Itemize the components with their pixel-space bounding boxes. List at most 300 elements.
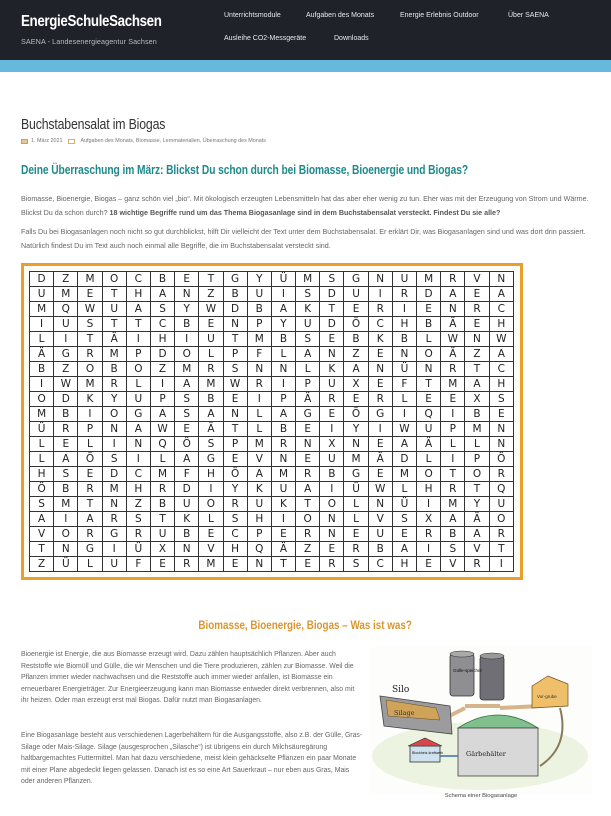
grid-cell: Ö (30, 482, 54, 497)
grid-cell: M (344, 452, 368, 467)
grid-cell: Ü (344, 482, 368, 497)
grid-cell: F (247, 347, 271, 362)
grid-cell: M (150, 467, 174, 482)
grid-cell: N (247, 557, 271, 572)
grid-cell: Q (489, 482, 513, 497)
grid-cell: O (30, 392, 54, 407)
accent-band (0, 60, 611, 72)
grid-cell: R (417, 527, 441, 542)
grid-cell: O (417, 467, 441, 482)
grid-cell: E (54, 437, 78, 452)
grid-cell: E (417, 302, 441, 317)
grid-cell: Ä (296, 392, 320, 407)
grid-cell: O (102, 272, 126, 287)
grid-cell: U (489, 497, 513, 512)
grid-cell: S (126, 512, 150, 527)
grid-cell: O (78, 362, 102, 377)
grid-cell: H (223, 542, 247, 557)
grid-cell: N (223, 407, 247, 422)
grid-cell: U (368, 527, 392, 542)
grid-cell: G (78, 542, 102, 557)
grid-cell: W (78, 302, 102, 317)
grid-cell: R (489, 527, 513, 542)
grid-cell: U (247, 287, 271, 302)
grid-cell: H (126, 287, 150, 302)
grid-cell: R (368, 302, 392, 317)
grid-cell: Ö (489, 452, 513, 467)
grid-cell: X (465, 392, 489, 407)
grid-cell: C (150, 317, 174, 332)
grid-cell: P (465, 452, 489, 467)
grid-cell: N (247, 362, 271, 377)
grid-cell: E (489, 407, 513, 422)
grid-cell: I (78, 407, 102, 422)
grid-cell: R (223, 497, 247, 512)
grid-cell: E (78, 287, 102, 302)
grid-cell: M (441, 377, 465, 392)
nav-item-unterrichtsmodule[interactable]: Unterrichtsmodule (224, 12, 281, 19)
grid-cell: R (441, 272, 465, 287)
grid-cell: T (320, 302, 344, 317)
grid-cell: R (489, 467, 513, 482)
grid-cell: E (271, 527, 295, 542)
grid-cell: S (175, 407, 199, 422)
grid-cell: V (465, 272, 489, 287)
grid-cell: T (78, 332, 102, 347)
grid-cell: N (344, 437, 368, 452)
grid-cell: B (271, 332, 295, 347)
grid-cell: U (271, 482, 295, 497)
grid-cell: D (320, 317, 344, 332)
post-date[interactable]: 1. März 2021 (31, 138, 63, 144)
grid-cell: A (465, 527, 489, 542)
grid-cell: E (175, 272, 199, 287)
grid-cell: A (150, 407, 174, 422)
grid-cell: R (320, 392, 344, 407)
grid-cell: Y (175, 302, 199, 317)
grid-cell: K (78, 392, 102, 407)
grid-cell: M (175, 362, 199, 377)
grid-cell: H (489, 317, 513, 332)
grid-cell: L (199, 347, 223, 362)
grid-cell: Ö (344, 407, 368, 422)
grid-cell: B (344, 332, 368, 347)
grid-cell: C (368, 557, 392, 572)
grid-cell: H (126, 482, 150, 497)
word-search-grid (29, 271, 514, 572)
grid-row (30, 317, 514, 332)
grid-cell: W (392, 422, 416, 437)
site-logo-title[interactable]: EnergieSchuleSachsen (21, 13, 162, 30)
grid-cell: H (247, 512, 271, 527)
grid-cell: M (441, 497, 465, 512)
grid-cell: M (54, 497, 78, 512)
grid-cell: G (344, 467, 368, 482)
grid-cell: X (344, 377, 368, 392)
grid-cell: C (126, 272, 150, 287)
grid-cell: R (465, 557, 489, 572)
grid-cell: B (175, 527, 199, 542)
grid-cell: K (271, 497, 295, 512)
grid-cell: A (392, 542, 416, 557)
grid-cell: E (368, 467, 392, 482)
grid-cell: N (368, 272, 392, 287)
grid-cell: B (150, 272, 174, 287)
grid-cell: B (223, 287, 247, 302)
grid-cell: T (150, 512, 174, 527)
grid-cell: P (247, 317, 271, 332)
grid-row (30, 377, 514, 392)
grid-cell: I (54, 512, 78, 527)
grid-cell: I (30, 317, 54, 332)
grid-cell: P (441, 422, 465, 437)
grid-cell: A (489, 287, 513, 302)
grid-cell: A (489, 347, 513, 362)
grid-cell: T (223, 332, 247, 347)
figure-caption: Schema einer Biogasanlage (444, 793, 518, 799)
grid-cell: A (126, 302, 150, 317)
grid-cell: M (417, 272, 441, 287)
grid-cell: Ä (30, 347, 54, 362)
grid-cell: L (247, 422, 271, 437)
grid-cell: A (392, 437, 416, 452)
grid-cell: E (392, 527, 416, 542)
grid-cell: N (489, 422, 513, 437)
grid-cell: E (368, 437, 392, 452)
grid-cell: B (392, 332, 416, 347)
grid-cell: D (175, 482, 199, 497)
grid-cell: B (417, 317, 441, 332)
grid-cell: A (247, 467, 271, 482)
grid-cell: S (30, 497, 54, 512)
grid-cell: H (392, 557, 416, 572)
grid-cell: I (320, 482, 344, 497)
grid-cell: D (30, 272, 54, 287)
grid-cell: E (223, 557, 247, 572)
grid-cell: V (30, 527, 54, 542)
grid-cell: K (247, 482, 271, 497)
grid-cell: V (441, 557, 465, 572)
grid-cell: Ü (126, 542, 150, 557)
grid-cell: L (417, 452, 441, 467)
grid-cell: A (271, 302, 295, 317)
grid-cell: I (271, 512, 295, 527)
grid-cell: I (417, 542, 441, 557)
grid-cell: L (271, 347, 295, 362)
grid-cell: I (150, 377, 174, 392)
grid-cell: I (271, 287, 295, 302)
grid-cell: A (150, 287, 174, 302)
calendar-icon (21, 139, 28, 144)
grid-cell: S (199, 437, 223, 452)
grid-cell: O (417, 347, 441, 362)
grid-cell: U (175, 497, 199, 512)
grid-cell: E (320, 542, 344, 557)
grid-cell: E (344, 392, 368, 407)
grid-row (30, 527, 514, 542)
grid-cell: A (465, 377, 489, 392)
grid-cell: L (78, 437, 102, 452)
grid-cell: M (247, 437, 271, 452)
grid-cell: I (392, 302, 416, 317)
section-title (0, 618, 611, 632)
grid-cell: M (271, 467, 295, 482)
grid-cell: E (175, 422, 199, 437)
grid-cell: S (392, 512, 416, 527)
grid-cell: B (102, 362, 126, 377)
grid-cell: E (465, 287, 489, 302)
intro-bold-text: 18 wichtige Begriffe rund um das Thema Biogasanlage sind in dem Buchstabensalat versteckt. Findest Du sie alle? (109, 208, 501, 217)
grid-cell: I (320, 422, 344, 437)
grid-cell: L (247, 407, 271, 422)
grid-cell: Ü (392, 497, 416, 512)
nav-item-aufgaben-des-monats[interactable]: Aufgaben des Monats (306, 12, 375, 19)
grid-cell: W (54, 377, 78, 392)
grid-cell: U (54, 317, 78, 332)
grid-cell: I (102, 542, 126, 557)
section-paragraph-1: Bioenergie ist Energie, die aus Biomasse erzeugt wird. Dazu zählen hauptsächlich Pflanzen. Aber auch Reststoffe wie Biomüll und Gülle, die wir Menschen und die Tiere produzieren, zählen zur Biomasse. Weil die Pflanzen immer wieder nachwachsen und die Reststoffe auch immer wieder anfallen, ist Biomasse ein erneuerbarer Energieträger. Zur Energieerzeugung kann man Biomasse entweder direkt verbrennen, also mit ihr heizen. Oder man erzeugt erst mal Biogas. Dafür nutzt man Biogasanlagen. (21, 651, 355, 705)
grid-cell: E (320, 332, 344, 347)
grid-cell: D (417, 287, 441, 302)
grid-cell: R (368, 392, 392, 407)
grid-cell: L (417, 332, 441, 347)
grid-cell: A (78, 512, 102, 527)
grid-cell: E (296, 422, 320, 437)
grid-cell: Y (344, 422, 368, 437)
grid-cell: R (465, 302, 489, 317)
grid-cell: R (102, 377, 126, 392)
label-vorgrube: Vor-grube (537, 694, 557, 699)
grid-cell: H (30, 467, 54, 482)
grid-row (30, 347, 514, 362)
grid-cell: T (223, 422, 247, 437)
grid-cell: Z (30, 557, 54, 572)
grid-cell: T (489, 542, 513, 557)
grid-cell: U (320, 377, 344, 392)
grid-cell: R (296, 527, 320, 542)
grid-cell: S (223, 362, 247, 377)
grid-cell: Q (417, 407, 441, 422)
grid-cell: L (344, 497, 368, 512)
grid-cell: H (199, 467, 223, 482)
grid-cell: L (392, 392, 416, 407)
grid-cell: S (54, 467, 78, 482)
grid-cell: D (102, 467, 126, 482)
grid-cell: W (150, 422, 174, 437)
grid-cell: N (223, 317, 247, 332)
grid-cell: M (199, 377, 223, 392)
grid-cell: C (368, 317, 392, 332)
grid-cell: N (102, 497, 126, 512)
grid-cell: A (271, 407, 295, 422)
grid-cell: Ü (271, 272, 295, 287)
grid-cell: N (441, 302, 465, 317)
grid-cell: S (175, 392, 199, 407)
grid-cell: A (344, 362, 368, 377)
grid-cell: V (247, 452, 271, 467)
grid-cell: T (126, 317, 150, 332)
grid-cell: I (199, 482, 223, 497)
nav-item-ausleihe-co2[interactable]: Ausleihe CO2-Messgeräte (224, 35, 307, 42)
grid-row (30, 392, 514, 407)
grid-cell: R (199, 362, 223, 377)
grid-cell: I (368, 287, 392, 302)
nav-item-energie-erlebnis-outdoor[interactable]: Energie Erlebnis Outdoor (400, 12, 479, 19)
grid-cell: M (465, 422, 489, 437)
grid-cell: I (30, 377, 54, 392)
grid-cell: B (175, 317, 199, 332)
grid-cell: C (126, 467, 150, 482)
grid-cell: L (30, 452, 54, 467)
grid-cell: V (465, 542, 489, 557)
grid-cell: H (150, 332, 174, 347)
post-categories[interactable]: Aufgaben des Monats, Biomasse, Lernmaterialien, Überraschung des Monats (80, 138, 266, 144)
grid-cell: I (271, 377, 295, 392)
grid-cell: S (296, 287, 320, 302)
grid-cell: P (78, 422, 102, 437)
grid-cell: F (175, 467, 199, 482)
grid-cell: I (102, 437, 126, 452)
nav-item-ueber-saena[interactable]: Über SAENA (508, 12, 549, 19)
grid-cell: U (247, 497, 271, 512)
grid-cell: E (320, 407, 344, 422)
grid-cell: B (271, 422, 295, 437)
digester (458, 715, 538, 776)
grid-cell: L (126, 377, 150, 392)
section-title-text: Biomasse, Bioenergie, Biogas – Was ist was? (198, 618, 413, 632)
grid-cell: C (489, 362, 513, 377)
grid-row (30, 452, 514, 467)
grid-cell: U (320, 452, 344, 467)
grid-cell: D (54, 392, 78, 407)
label-bhkw: Blockheiz-kraftwerk (412, 751, 444, 755)
grid-cell: R (296, 467, 320, 482)
grid-cell: Z (54, 272, 78, 287)
grid-cell: N (368, 497, 392, 512)
grid-cell: T (465, 482, 489, 497)
grid-cell: T (271, 557, 295, 572)
grid-cell: R (344, 542, 368, 557)
grid-cell: U (344, 287, 368, 302)
grid-cell: N (417, 362, 441, 377)
grid-cell: E (223, 392, 247, 407)
grid-cell: A (175, 377, 199, 392)
grid-cell: Ü (54, 557, 78, 572)
grid-cell: T (465, 362, 489, 377)
grid-cell: I (489, 557, 513, 572)
grid-cell: P (126, 347, 150, 362)
grid-cell: Z (296, 542, 320, 557)
grid-cell: T (417, 377, 441, 392)
grid-cell: C (223, 527, 247, 542)
grid-cell: R (102, 512, 126, 527)
grid-cell: I (247, 392, 271, 407)
grid-cell: U (150, 527, 174, 542)
grid-cell: U (30, 287, 54, 302)
grid-cell: E (368, 377, 392, 392)
grid-cell: Ä (199, 422, 223, 437)
grid-cell: T (102, 287, 126, 302)
grid-cell: E (368, 347, 392, 362)
grid-cell: I (126, 332, 150, 347)
grid-cell: W (441, 332, 465, 347)
grid-cell: S (78, 317, 102, 332)
grid-cell: S (296, 332, 320, 347)
grid-cell: S (150, 302, 174, 317)
grid-cell: Ö (78, 452, 102, 467)
grid-row (30, 557, 514, 572)
grid-cell: I (126, 452, 150, 467)
grid-cell: T (30, 542, 54, 557)
grid-cell: O (199, 497, 223, 512)
grid-cell: V (368, 512, 392, 527)
grid-cell: Ö (175, 437, 199, 452)
grid-cell: Ü (392, 362, 416, 377)
grid-cell: K (296, 302, 320, 317)
grid-cell: R (392, 287, 416, 302)
grid-cell: M (102, 482, 126, 497)
grid-cell: Ä (102, 332, 126, 347)
grid-cell: Z (54, 362, 78, 377)
grid-row (30, 482, 514, 497)
grid-cell: M (296, 272, 320, 287)
grid-cell: E (199, 527, 223, 542)
grid-cell: R (126, 527, 150, 542)
intro-paragraph-2: Falls Du bei Biogasanlagen noch nicht so gut durchblickst, hilft Dir vielleicht der Text unter dem Buchstabensalat. Er erklärt Dir, was Biogasanlagen sind und was dort drin passiert. Natürlich findest Du im Text auch noch einmal alle Begriffe, die im Buchstabensalat versteckt sind. (21, 228, 586, 250)
grid-cell: N (489, 272, 513, 287)
grid-cell: B (368, 542, 392, 557)
grid-cell: X (417, 512, 441, 527)
grid-cell: R (150, 482, 174, 497)
grid-cell: M (102, 347, 126, 362)
grid-cell: B (247, 302, 271, 317)
grid-cell: G (296, 407, 320, 422)
post-title: Buchstabensalat im Biogas (21, 116, 166, 133)
grid-cell: R (78, 347, 102, 362)
grid-cell: Ü (30, 422, 54, 437)
grid-cell: B (465, 407, 489, 422)
grid-cell: R (54, 422, 78, 437)
grid-cell: R (441, 482, 465, 497)
grid-cell: Q (247, 542, 271, 557)
grid-cell: Y (271, 317, 295, 332)
grid-cell: R (247, 377, 271, 392)
grid-cell: A (441, 512, 465, 527)
grid-cell: E (441, 392, 465, 407)
grid-cell: T (199, 272, 223, 287)
grid-cell: O (296, 512, 320, 527)
grid-cell: G (126, 407, 150, 422)
grid-cell: W (199, 302, 223, 317)
grid-cell: L (30, 437, 54, 452)
grid-cell: A (30, 512, 54, 527)
grid-cell: S (489, 392, 513, 407)
grid-cell: W (223, 377, 247, 392)
grid-cell: L (30, 332, 54, 347)
grid-cell: P (247, 527, 271, 542)
nav-item-downloads[interactable]: Downloads (334, 35, 369, 42)
grid-cell: Y (102, 392, 126, 407)
grid-cell: E (344, 302, 368, 317)
grid-cell: P (271, 392, 295, 407)
grid-cell: O (126, 362, 150, 377)
grid-cell: A (296, 482, 320, 497)
grid-cell: R (271, 437, 295, 452)
grid-cell: Z (465, 347, 489, 362)
grid-cell: S (320, 272, 344, 287)
grid-cell: N (126, 437, 150, 452)
grid-cell: Ö (344, 317, 368, 332)
